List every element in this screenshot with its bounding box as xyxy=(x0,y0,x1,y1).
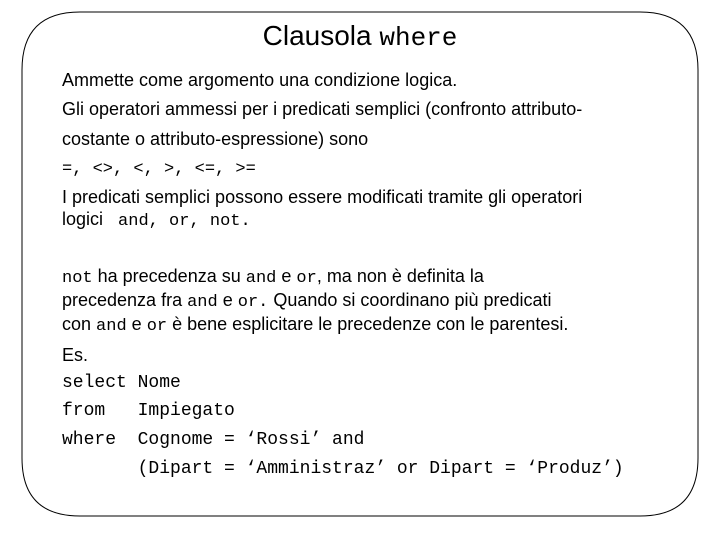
precedence-line-2 xyxy=(62,290,552,312)
precedence-text: ha precedenza su xyxy=(97,266,241,286)
title-text: Clausola xyxy=(262,20,372,51)
intro-line-6 xyxy=(62,209,251,231)
or-code: or xyxy=(296,269,317,288)
precedence-line-3 xyxy=(62,314,568,336)
example-code-line: select Nome xyxy=(62,373,181,393)
operators-line xyxy=(62,157,256,179)
precedence-text: , ma non è definita la xyxy=(316,266,484,286)
conjunction-text: e xyxy=(131,314,142,334)
precedence-text: con xyxy=(62,314,92,334)
operators-code: =, <>, <, >, <=, >= xyxy=(62,160,256,179)
conjunction-text: e xyxy=(222,290,233,310)
not-code: not xyxy=(62,269,93,288)
and-code: and xyxy=(187,293,218,312)
intro-line-3: costante o attributo-espressione) sono xyxy=(62,129,369,149)
and-code: and xyxy=(245,269,277,288)
intro-line-5: I predicati semplici possono essere modificati tramite gli operatori xyxy=(62,187,583,207)
or-code: or. xyxy=(237,293,269,312)
example-code-line: where Cognome = ‘Rossi’ and xyxy=(62,430,365,450)
example-label: Es. xyxy=(62,345,89,365)
example-code-line: from Impiegato xyxy=(62,401,235,421)
slide-title xyxy=(0,20,720,53)
precedence-text: è bene esplicitare le precedenze con le parentesi. xyxy=(172,314,569,334)
and-code: and xyxy=(96,317,127,336)
precedence-text: Quando si coordinano più predicati xyxy=(273,290,552,310)
example-code-line: (Dipart = ‘Amministraz’ or Dipart = ‘Produz’) xyxy=(62,459,624,479)
precedence-text: precedenza fra xyxy=(62,290,183,310)
logical-operators-code: and, or, not. xyxy=(118,212,251,231)
or-code: or xyxy=(146,317,168,336)
precedence-line-1 xyxy=(62,266,484,288)
intro-line-2: Gli operatori ammessi per i predicati semplici (confronto attributo- xyxy=(62,99,583,119)
title-code: where xyxy=(379,23,458,53)
intro-line-1: Ammette come argomento una condizione logica. xyxy=(62,70,458,90)
conjunction-text: e xyxy=(281,266,292,286)
logici-text: logici xyxy=(62,209,104,229)
